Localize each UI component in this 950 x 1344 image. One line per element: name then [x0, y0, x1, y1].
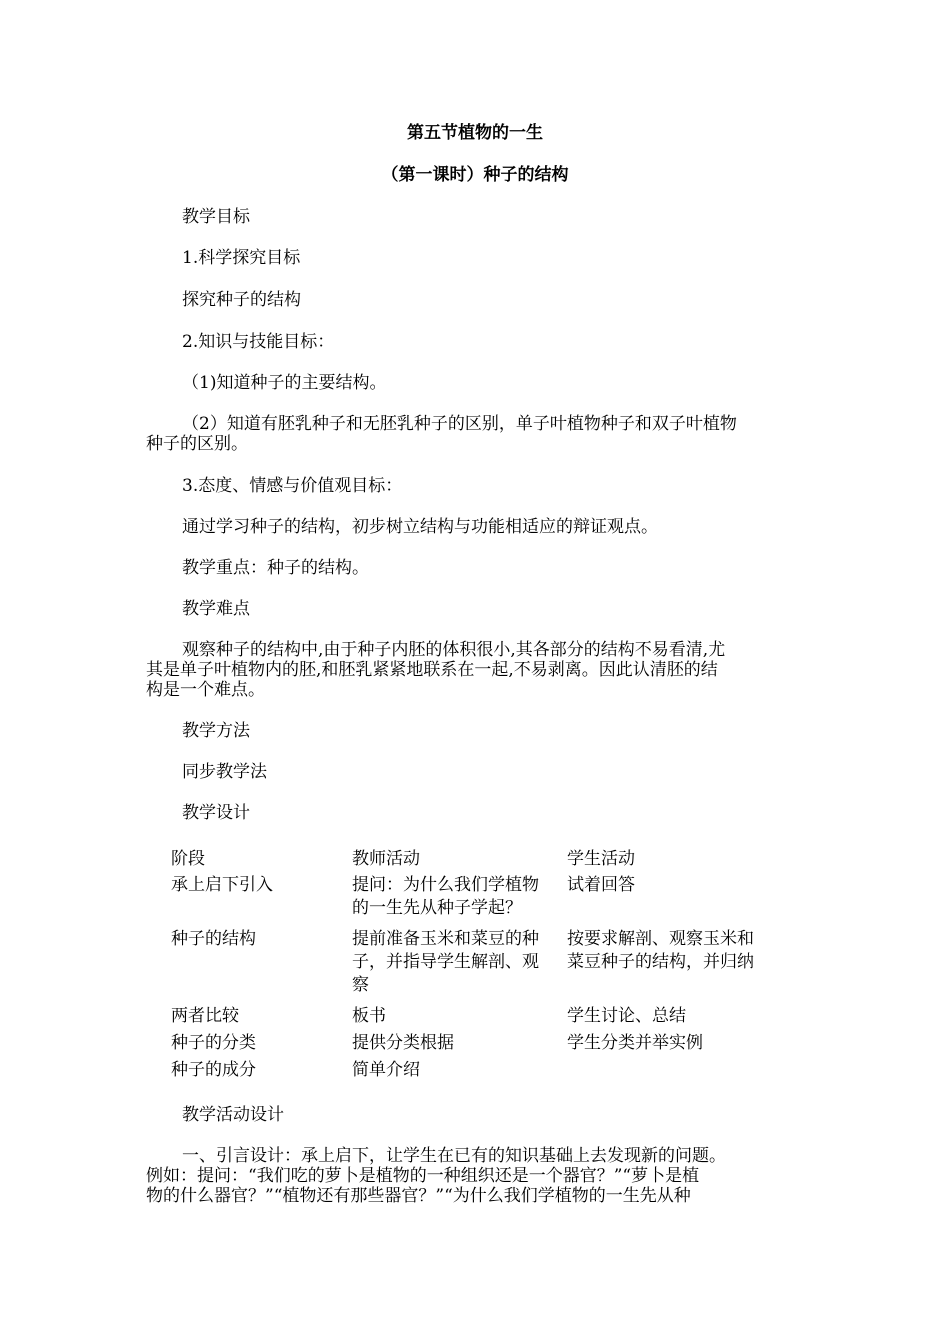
activity-line-2: 例如：提问：“我们吃的萝卜是植物的一种组织还是一个器官？”“萝卜是植 [146, 1166, 700, 1186]
table-cell-line: 子，并指导学生解剖、观 [352, 952, 539, 972]
table-row [171, 874, 811, 928]
method-heading: 教学方法 [182, 721, 250, 741]
table-cell-teacher [352, 928, 539, 997]
table-cell-student [567, 928, 754, 974]
table-header-teacher: 教师活动 [352, 849, 420, 869]
goal-heading: 教学目标 [182, 207, 250, 227]
table-row [171, 1005, 811, 1032]
table-cell-stage: 种子的成分 [171, 1060, 256, 1080]
table-cell-line: 提前准备玉米和菜豆的种 [352, 929, 539, 949]
activity-line-1: 一、引言设计：承上启下，让学生在已有的知识基础上去发现新的问题。 [182, 1146, 726, 1166]
table-cell-student: 学生分类并举实例 [567, 1033, 703, 1053]
table-cell-teacher: 提供分类根据 [352, 1033, 454, 1053]
method-text: 同步教学法 [182, 762, 267, 782]
table-cell-line: 试着回答 [567, 875, 635, 895]
goal-1-text: 探究种子的结构 [182, 290, 301, 310]
activity-heading: 教学活动设计 [182, 1105, 284, 1125]
table-cell-line: 按要求解剖、观察玉米和 [567, 929, 754, 949]
table-cell-teacher: 板书 [352, 1006, 386, 1026]
table-cell-teacher: 简单介绍 [352, 1060, 420, 1080]
table-header-row [171, 848, 811, 874]
table-row [171, 1032, 811, 1059]
goal-2-item-2-line-1: （2）知道有胚乳种子和无胚乳种子的区别，单子叶植物种子和双子叶植物 [182, 414, 737, 434]
design-heading: 教学设计 [182, 803, 250, 823]
table-cell-stage: 种子的分类 [171, 1033, 256, 1053]
goal-2-item-1: （1)知道种子的主要结构。 [182, 373, 387, 393]
difficulty-text [146, 640, 806, 700]
goal-1: 1.科学探究目标 [182, 248, 301, 268]
goal-3: 3.态度、情感与价值观目标： [182, 476, 403, 496]
table-cell-line: 菜豆种子的结构，并归纳 [567, 952, 754, 972]
table-cell-line: 提问：为什么我们学植物 [352, 875, 539, 895]
table-cell-student [567, 874, 635, 897]
document-subtitle: （第一课时）种子的结构 [381, 165, 569, 185]
table-cell-stage: 承上启下引入 [171, 875, 273, 895]
design-table [171, 848, 811, 1086]
table-cell-stage: 种子的结构 [171, 929, 256, 949]
table-header-stage: 阶段 [171, 849, 205, 869]
activity-line-3: 物的什么器官？”“植物还有那些器官？”“为什么我们学植物的一生先从种 [146, 1186, 691, 1206]
key-point: 教学重点：种子的结构。 [182, 558, 369, 578]
table-row [171, 928, 811, 1005]
document-title: 第五节植物的一生 [407, 123, 543, 143]
table-cell-teacher [352, 874, 539, 920]
difficulty-line-3: 构是一个难点。 [146, 680, 265, 700]
table-cell-line: 的一生先从种子学起？ [352, 898, 522, 918]
activity-text [146, 1146, 806, 1206]
goal-2-item-2-line-2: 种子的区别。 [146, 434, 248, 454]
difficulty-heading: 教学难点 [182, 599, 250, 619]
table-cell-stage: 两者比较 [171, 1006, 239, 1026]
goal-2-item-2 [146, 414, 806, 454]
table-cell-line: 察 [352, 975, 369, 995]
table-row [171, 1059, 811, 1086]
goal-3-text: 通过学习种子的结构，初步树立结构与功能相适应的辩证观点。 [182, 517, 658, 537]
difficulty-line-2: 其是单子叶植物内的胚,和胚乳紧紧地联系在一起,不易剥离。因此认清胚的结 [146, 660, 718, 680]
table-cell-student: 学生讨论、总结 [567, 1006, 686, 1026]
table-header-student: 学生活动 [567, 849, 635, 869]
goal-2: 2.知识与技能目标： [182, 332, 335, 352]
difficulty-line-1: 观察种子的结构中,由于种子内胚的体积很小,其各部分的结构不易看清,尤 [182, 640, 726, 660]
